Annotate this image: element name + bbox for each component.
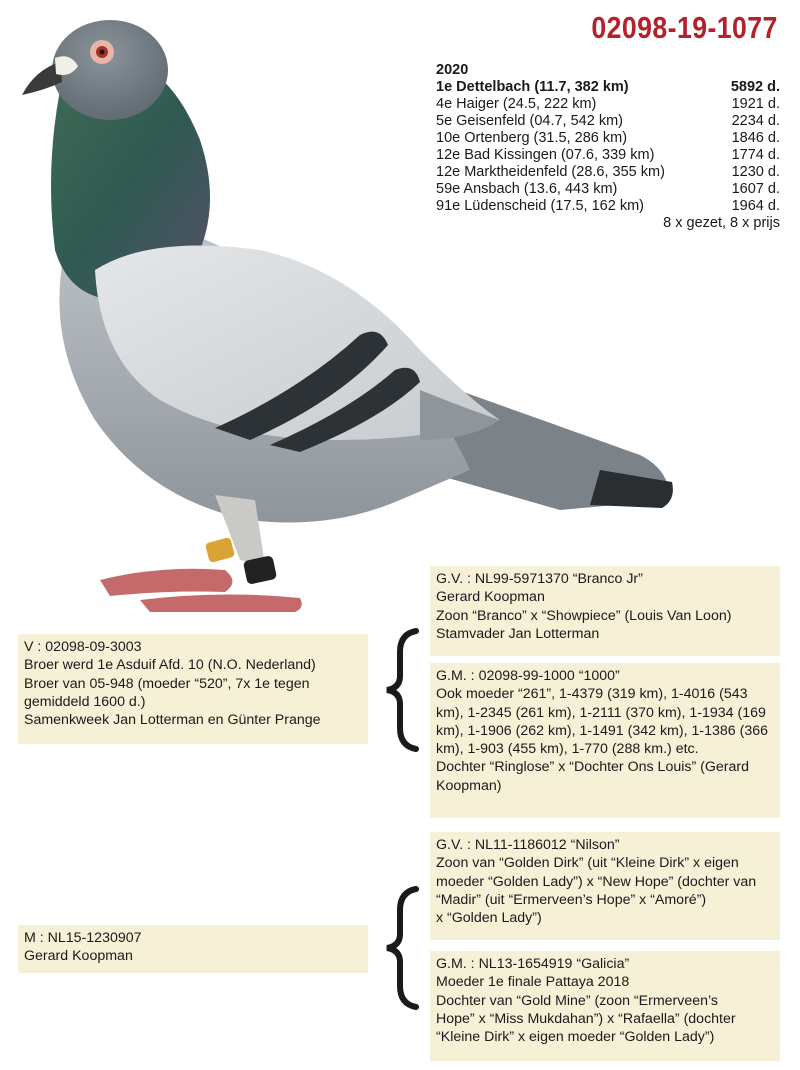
result-race: 91e Lüdenscheid (17.5, 162 km)	[436, 198, 644, 214]
result-birds: 1774 d.	[731, 147, 780, 163]
box-line: km), 1-2345 (261 km), 1-2111 (370 km), 1-1934 (169	[436, 704, 766, 721]
box-line: Koopman)	[436, 777, 502, 794]
result-race: 4e Haiger (24.5, 222 km)	[436, 96, 597, 112]
results-summary: 8 x gezet, 8 x prijs	[663, 215, 780, 231]
box-line: moeder “Golden Lady”) x “New Hope” (dochter van	[436, 873, 757, 890]
box-line: Ook moeder “261”, 1-4379 (319 km), 1-4016 (543	[436, 686, 748, 703]
box-line: Zoon van “Golden Dirk” (uit “Kleine Dirk” x eigen	[436, 855, 739, 872]
result-birds: 1964 d.	[731, 198, 780, 214]
result-birds: 1607 d.	[731, 181, 780, 197]
box-line: Hope” x “Miss Mukdahan”) x “Rafaella” (dochter	[436, 1010, 736, 1027]
sire-brace-icon	[382, 628, 422, 752]
result-birds: 1846 d.	[731, 130, 780, 146]
box-line: “Madir” (uit “Ermerveen’s Hope” x “Amoré”)	[436, 891, 707, 908]
box-line: V : 02098-09-3003	[24, 639, 142, 655]
result-birds: 1230 d.	[731, 164, 780, 180]
dam-box	[18, 925, 368, 973]
box-line: Samenkweek Jan Lotterman en Günter Prange	[24, 712, 321, 729]
box-line: km), 1-1906 (262 km), 1-1491 (342 km), 1-1386 (366	[436, 722, 768, 739]
dam-grandfather-box	[430, 832, 780, 940]
box-line: G.M. : 02098-99-1000 “1000”	[436, 668, 620, 684]
box-line: Zoon “Branco” x “Showpiece” (Louis Van Loon)	[436, 607, 732, 624]
sire-grandmother-box	[430, 663, 780, 818]
result-birds: 5892 d.	[730, 79, 780, 95]
result-race: 12e Bad Kissingen (07.6, 339 km)	[436, 147, 655, 163]
result-race: 10e Ortenberg (31.5, 286 km)	[436, 130, 628, 146]
result-birds: 2234 d.	[731, 113, 780, 129]
box-line: G.M. : NL13-1654919 “Galicia”	[436, 956, 630, 972]
box-line: x “Golden Lady”)	[436, 910, 542, 927]
box-line: Stamvader Jan Lotterman	[436, 625, 600, 642]
result-race: 59e Ansbach (13.6, 443 km)	[436, 181, 618, 197]
box-line: M : NL15-1230907	[24, 930, 142, 946]
box-line: G.V. : NL11-1186012 “Nilson”	[436, 837, 620, 853]
sire-box	[18, 634, 368, 744]
box-line: Broer werd 1e Asduif Afd. 10 (N.O. Nederland)	[24, 657, 316, 674]
results-year: 2020	[436, 62, 469, 78]
ring-number-title: 02098-19-1077	[591, 10, 778, 45]
result-race: 1e Dettelbach (11.7, 382 km)	[436, 79, 629, 95]
box-line: G.V. : NL99-5971370 “Branco Jr”	[436, 571, 643, 587]
box-line: Gerard Koopman	[436, 589, 545, 606]
box-line: Moeder 1e finale Pattaya 2018	[436, 974, 630, 991]
box-line: Dochter van “Gold Mine” (zoon “Ermerveen’s	[436, 992, 719, 1009]
result-birds: 1921 d.	[731, 96, 780, 112]
sire-grandfather-box	[430, 566, 780, 656]
box-line: Broer van 05-948 (moeder “520”, 7x 1e tegen	[24, 675, 310, 692]
result-race: 5e Geisenfeld (04.7, 542 km)	[436, 113, 623, 129]
box-line: “Kleine Dirk” x eigen moeder “Golden Lady”)	[436, 1029, 715, 1046]
result-race: 12e Marktheidenfeld (28.6, 355 km)	[436, 164, 665, 180]
box-line: Gerard Koopman	[24, 948, 133, 965]
box-line: gemiddeld 1600 d.)	[24, 693, 146, 710]
dam-brace-icon	[382, 886, 422, 1010]
box-line: Dochter “Ringlose” x “Dochter Ons Louis” (Gerard	[436, 759, 750, 776]
dam-grandmother-box	[430, 951, 780, 1061]
box-line: km), 1-903 (455 km), 1-770 (288 km.) etc.	[436, 741, 699, 758]
